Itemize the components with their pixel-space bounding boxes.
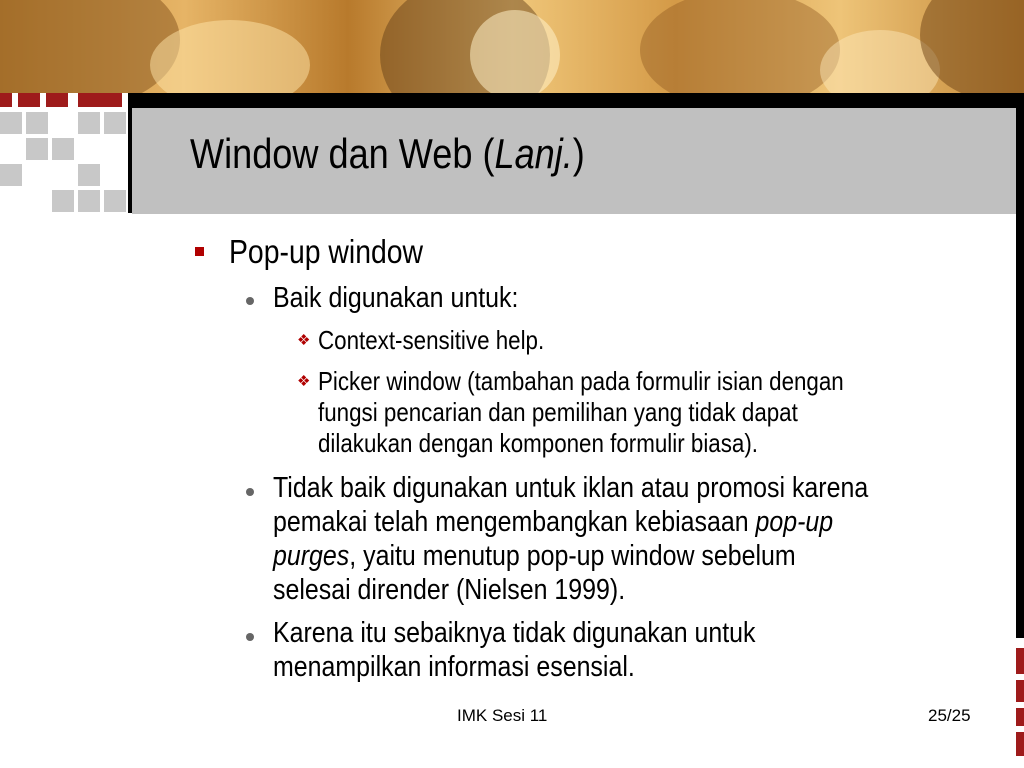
decor-square: [1016, 708, 1024, 726]
italic-text-span: purges: [273, 540, 350, 572]
square-bullet-icon: [195, 247, 204, 256]
decor-square: [52, 138, 74, 160]
decor-square: [78, 190, 100, 212]
bullet-level2-line: menampilkan informasi esensial.: [273, 651, 635, 683]
dot-bullet-icon: [246, 488, 254, 496]
slide-title: [190, 130, 585, 178]
dot-bullet-icon: [246, 297, 254, 305]
decor-square: [104, 112, 126, 134]
diamond-bullet-icon: ❖: [297, 373, 311, 390]
frame-right-line: [1016, 93, 1024, 638]
decor-square: [26, 112, 48, 134]
footer-label: IMK Sesi 11: [457, 706, 548, 725]
bullet-level3-line: Picker window (tambahan pada formulir isian dengan: [318, 366, 844, 396]
decor-square: [1016, 732, 1024, 756]
decor-square: [52, 190, 74, 212]
frame-top-line: [128, 93, 1024, 108]
bullet-level2-line: [273, 540, 796, 573]
bullet-level2-line: Tidak baik digunakan untuk iklan atau promosi karena: [273, 472, 869, 504]
decor-square: [46, 93, 68, 107]
bullet-level3-line: fungsi pencarian dan pemilihan yang tidak dapat: [318, 397, 798, 427]
text-span: pemakai telah mengembangkan kebiasaan: [273, 506, 756, 538]
decor-square: [18, 93, 40, 107]
bullet-level1: Pop-up window: [229, 233, 424, 270]
bullet-level2-line: selesai dirender (Nielsen 1999).: [273, 574, 626, 606]
bullet-level2-line: [273, 506, 833, 539]
bullet-level3-line: dilakukan dengan komponen formulir biasa).: [318, 428, 759, 458]
bullet-level2: Baik digunakan untuk:: [273, 282, 519, 314]
text-span: , yaitu menutup pop-up window sebelum: [349, 540, 796, 572]
decor-square: [78, 93, 122, 107]
italic-text-span: pop-up: [755, 506, 834, 538]
dot-bullet-icon: [246, 633, 254, 641]
page-number: 25/25: [928, 706, 971, 725]
decor-square: [0, 112, 22, 134]
title-text: Window dan Web (: [190, 130, 495, 177]
decor-square: [0, 93, 12, 107]
bullet-level3: Context-sensitive help.: [318, 325, 545, 355]
decor-square: [26, 138, 48, 160]
bullet-level2-line: Karena itu sebaiknya tidak digunakan untuk: [273, 617, 756, 649]
title-close-text: ): [572, 130, 585, 177]
decor-square: [104, 190, 126, 212]
decor-square: [0, 164, 22, 186]
diamond-bullet-icon: ❖: [297, 332, 311, 349]
decor-square: [1016, 680, 1024, 702]
decor-square: [78, 164, 100, 186]
header-photo-banner: [0, 0, 1024, 93]
decor-square: [1016, 648, 1024, 674]
title-italic-text: Lanj.: [494, 130, 573, 177]
decor-square: [78, 112, 100, 134]
